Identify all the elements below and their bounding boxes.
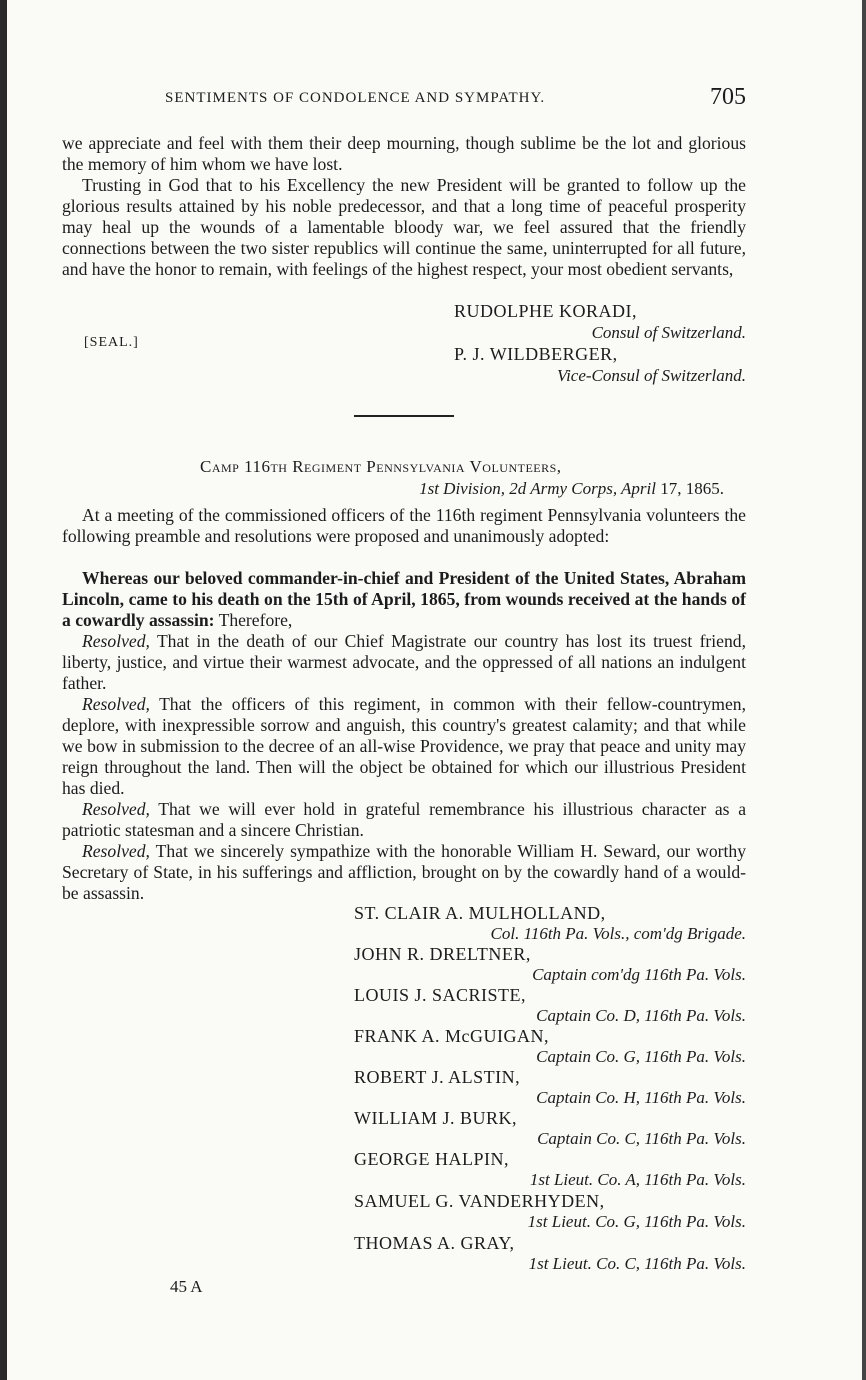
- camp-heading: [200, 457, 562, 477]
- resolution-4-text: That we sincerely sympathize with the honorable William H. Seward, our worthy Secretary of State, in his sufferings and affliction, brought on by the cowardly hand of a would-be assassin.: [62, 841, 746, 903]
- signatory-name: SAMUEL G. VANDERHYDEN,: [354, 1191, 605, 1211]
- section-divider: [354, 415, 454, 417]
- signatory-name: JOHN R. DRELTNER,: [354, 944, 531, 964]
- seal-mark: [SEAL.]: [84, 335, 139, 350]
- page-edge-left: [0, 0, 7, 1380]
- signatory-title: Captain Co. H, 116th Pa. Vols.: [536, 1088, 746, 1107]
- dateline: [419, 479, 724, 499]
- signatory-title: 1st Lieut. Co. G, 116th Pa. Vols.: [527, 1212, 746, 1231]
- meeting-intro: At a meeting of the commissioned officers of the 116th regiment Pennsylvania volunteers the following preamble and resolutions were proposed and unanimously adopted:: [62, 505, 746, 546]
- camp-heading-text: Camp 116th Regiment Pennsylvania Volunteers,: [200, 457, 562, 476]
- signer-1-name: RUDOLPHE KORADI,: [454, 301, 637, 321]
- whereas-tail: Therefore,: [214, 610, 293, 630]
- page-number: 705: [710, 84, 746, 110]
- signatory-name: LOUIS J. SACRISTE,: [354, 985, 527, 1005]
- resolved-label-2: Resolved,: [82, 694, 150, 714]
- signatory-title: 1st Lieut. Co. C, 116th Pa. Vols.: [528, 1254, 746, 1273]
- signer-1-title: Consul of Switzerland.: [591, 323, 746, 342]
- signatory-name: ROBERT J. ALSTIN,: [354, 1067, 521, 1087]
- signatory-title: Captain com'dg 116th Pa. Vols.: [532, 965, 746, 984]
- signer-2-title: Vice-Consul of Switzerland.: [556, 366, 746, 385]
- resolution-2-text: That the officers of this regiment, in common with their fellow-countrymen, deplore, with inexpressible sorrow and anguish, this country's greatest calamity; and that while we bow in submission to the decree of an all-wise Providence, we pray that peace and unity may reign throughout the land. Then will the object be obtained for which our illustrious President has died.: [62, 694, 746, 798]
- signatory-title: Captain Co. G, 116th Pa. Vols.: [536, 1047, 746, 1066]
- signer-2-name: P. J. WILDBERGER,: [454, 344, 618, 364]
- page-header: [62, 84, 746, 114]
- resolved-label-1: Resolved,: [82, 631, 150, 651]
- page-edge-right: [862, 0, 866, 1380]
- running-title: SENTIMENTS OF CONDOLENCE AND SYMPATHY.: [165, 90, 546, 106]
- signatory-name: ST. CLAIR A. MULHOLLAND,: [354, 903, 606, 923]
- signatory-name: THOMAS A. GRAY,: [354, 1233, 515, 1253]
- whereas-text: Whereas our beloved commander-in-chief and President of the United States, Abraham Lincoln, came to his death on the 15th of April, 1865, from wounds received at the hands of a cowardly assassin:: [62, 568, 746, 630]
- resolution-3: [62, 799, 746, 841]
- resolution-1: [62, 631, 746, 694]
- resolution-2: [62, 694, 746, 799]
- resolution-4: [62, 841, 746, 904]
- whereas-clause: [62, 568, 746, 631]
- signatory-name: GEORGE HALPIN,: [354, 1149, 509, 1169]
- swiss-letter-paragraph-1: we appreciate and feel with them their deep mourning, though sublime be the lot and glorious the memory of him whom we have lost.: [62, 133, 746, 174]
- resolved-label-4: Resolved,: [82, 841, 150, 861]
- dateline-division: 1st Division, 2d Army Corps, April: [419, 479, 656, 498]
- signatory-title: Col. 116th Pa. Vols., com'dg Brigade.: [490, 924, 746, 943]
- resolution-1-text: That in the death of our Chief Magistrate our country has lost its truest friend, liberty, justice, and virtue their warmest advocate, and the oppressed of all nations an indulgent father.: [62, 631, 746, 693]
- resolved-label-3: Resolved,: [82, 799, 150, 819]
- signatory-title: Captain Co. C, 116th Pa. Vols.: [537, 1129, 746, 1148]
- signatory-name: FRANK A. McGUIGAN,: [354, 1026, 550, 1046]
- dateline-date: 17, 1865.: [656, 479, 724, 498]
- signatory-name: WILLIAM J. BURK,: [354, 1108, 517, 1128]
- resolution-3-text: That we will ever hold in grateful remembrance his illustrious character as a patriotic statesman and a sincere Christian.: [62, 799, 746, 840]
- swiss-letter-paragraph-2: Trusting in God that to his Excellency the new President will be granted to follow up the glorious results attained by his noble predecessor, and that a long time of peaceful prosperity may heal up the wounds of a lamentable bloody war, we feel assured that the friendly connections between the two sister republics will continue the same, uninterrupted for all future, and have the honor to remain, with feelings of the highest respect, your most obedient servants,: [62, 175, 746, 279]
- signatory-title: Captain Co. D, 116th Pa. Vols.: [536, 1006, 746, 1025]
- printer-signature-mark: 45 A: [170, 1277, 203, 1296]
- signatory-title: 1st Lieut. Co. A, 116th Pa. Vols.: [529, 1170, 746, 1189]
